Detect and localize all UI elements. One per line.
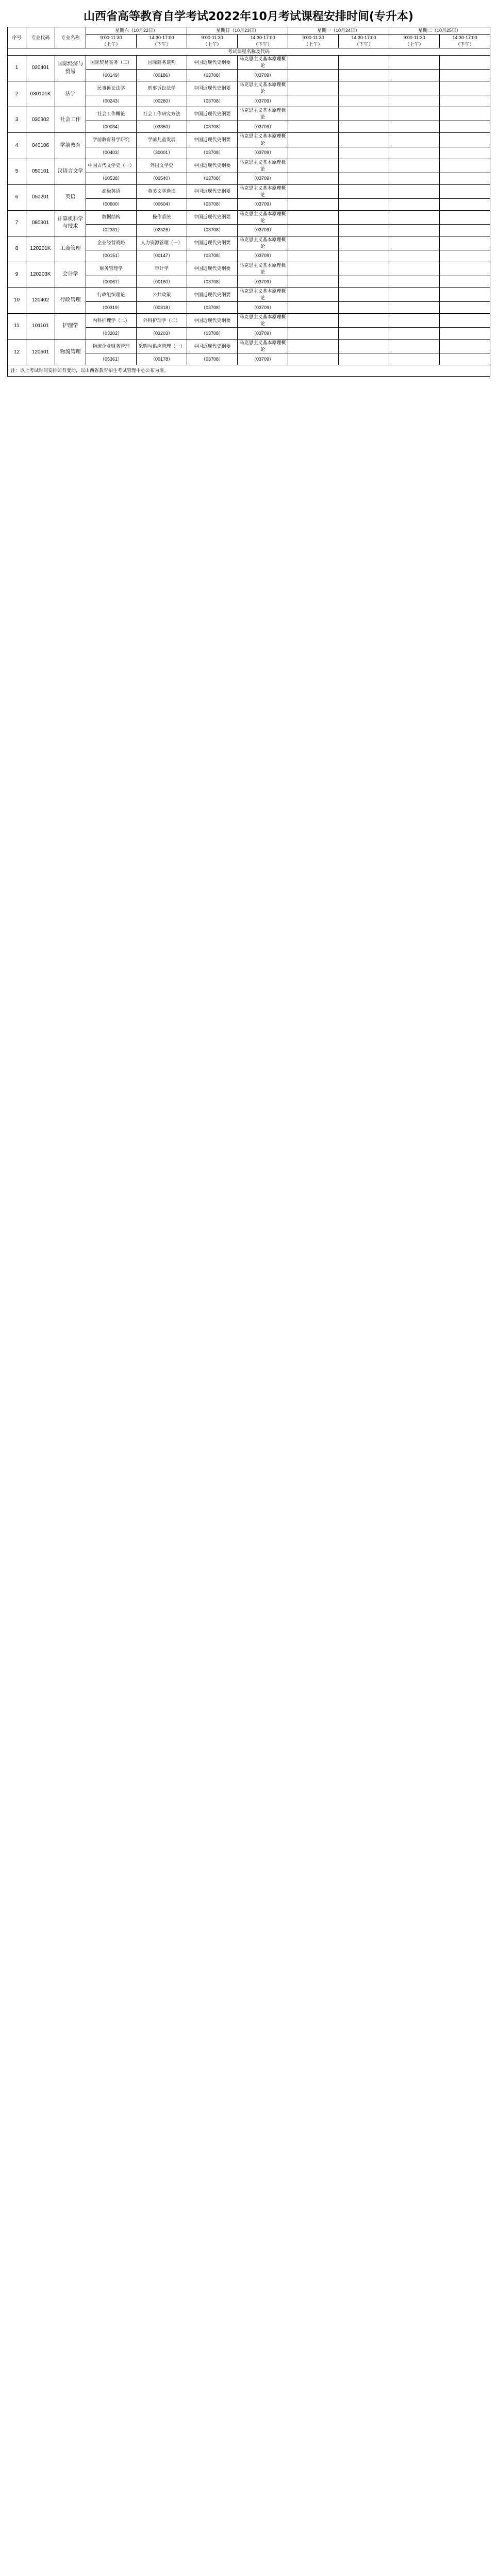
course-cell: （30001） (137, 147, 187, 159)
course-cell (389, 198, 440, 210)
course-cell (389, 236, 440, 250)
course-cell (389, 340, 440, 353)
course-cell: 马克思主义基本原理概论 (238, 81, 288, 95)
major-code: 080901 (26, 210, 55, 236)
course-cell: 中国近现代史纲要 (187, 288, 238, 302)
course-cell: 公共政策 (137, 288, 187, 302)
course-cell: （03709） (238, 121, 288, 133)
course-cell: （00067） (86, 276, 137, 288)
course-cell (339, 184, 389, 198)
course-cell: （02331） (86, 224, 137, 236)
course-cell (389, 314, 440, 328)
course-cell: 企业经营战略 (86, 236, 137, 250)
major-number: 8 (8, 236, 26, 262)
course-cell (389, 70, 440, 81)
course-cell (389, 81, 440, 95)
course-cell (339, 340, 389, 353)
slot-time: 14:30-17:00 (250, 35, 275, 41)
header-no: 序号 (8, 27, 26, 48)
header-slot (187, 35, 238, 48)
course-cell (288, 107, 339, 121)
header-name: 专业名称 (55, 27, 86, 48)
course-cell: 人力资源管理（一） (137, 236, 187, 250)
major-number: 9 (8, 262, 26, 287)
course-cell (339, 133, 389, 147)
course-cell (440, 250, 490, 262)
header-slot (288, 35, 339, 48)
course-cell (288, 70, 339, 81)
course-cell: 物流企业财务管理 (86, 340, 137, 353)
course-cell: （00243） (86, 95, 137, 107)
course-cell: （03708） (187, 250, 238, 262)
course-cell: 马克思主义基本原理概论 (238, 236, 288, 250)
page-title: 山西省高等教育自学考试2022年10月考试课程安排时间(专升本) (84, 10, 413, 23)
course-cell: （00600） (86, 198, 137, 210)
header-slot (339, 35, 389, 48)
course-cell (339, 210, 389, 224)
major-name: 会计学 (55, 262, 86, 287)
course-cell (440, 147, 490, 159)
course-cell (339, 262, 389, 276)
course-cell: （03709） (238, 353, 288, 365)
course-cell: 马克思主义基本原理概论 (238, 340, 288, 353)
course-cell: 马克思主义基本原理概论 (238, 210, 288, 224)
course-cell (339, 56, 389, 70)
course-cell: 英美文学选读 (137, 184, 187, 198)
slot-period: （上午） (304, 42, 323, 47)
course-cell (440, 56, 490, 70)
course-cell: 马克思主义基本原理概论 (238, 288, 288, 302)
course-cell (389, 184, 440, 198)
course-cell: 中国近现代史纲要 (187, 314, 238, 328)
course-cell (389, 276, 440, 288)
header-slot (440, 35, 490, 48)
course-cell (440, 302, 490, 314)
course-cell (389, 173, 440, 184)
major-name: 社会工作 (55, 107, 86, 133)
course-cell (440, 340, 490, 353)
course-cell: （00318） (137, 302, 187, 314)
course-cell (389, 147, 440, 159)
course-cell: （00160） (137, 276, 187, 288)
course-cell: 中国近现代史纲要 (187, 184, 238, 198)
course-cell: 中国近现代史纲要 (187, 340, 238, 353)
course-cell: 行政组织理论 (86, 288, 137, 302)
course-cell: （03708） (187, 224, 238, 236)
course-cell: （00540） (137, 173, 187, 184)
major-number: 10 (8, 288, 26, 314)
course-cell: 国际商务谈判 (137, 56, 187, 70)
course-cell (339, 198, 389, 210)
course-cell (440, 288, 490, 302)
course-cell: （03708） (187, 198, 238, 210)
course-cell (288, 236, 339, 250)
course-cell (288, 95, 339, 107)
course-cell: （03708） (187, 302, 238, 314)
schedule-table (7, 27, 490, 377)
course-cell: （05361） (86, 353, 137, 365)
course-cell: （03708） (187, 147, 238, 159)
course-cell: 马克思主义基本原理概论 (238, 314, 288, 328)
course-cell: （03709） (238, 173, 288, 184)
course-cell: 数据结构 (86, 210, 137, 224)
course-cell (288, 121, 339, 133)
course-cell: 刑事诉讼法学 (137, 81, 187, 95)
course-cell (288, 250, 339, 262)
slot-period: （下午） (354, 42, 373, 47)
course-cell: （03708） (187, 328, 238, 340)
course-cell (339, 107, 389, 121)
course-cell: 中国近现代史纲要 (187, 56, 238, 70)
course-cell: 马克思主义基本原理概论 (238, 56, 288, 70)
footnote: 注：以上考试时间安排如有变动，以山西省教育招生考试管理中心公布为准。 (8, 365, 490, 377)
course-cell (288, 198, 339, 210)
table-row (8, 184, 490, 198)
course-cell: 外国文学史 (137, 159, 187, 173)
course-cell: （03708） (187, 70, 238, 81)
table-row (8, 56, 490, 70)
course-cell (288, 159, 339, 173)
table-row (8, 107, 490, 121)
major-code: 120203K (26, 262, 55, 287)
course-cell: （03709） (238, 276, 288, 288)
course-cell (440, 353, 490, 365)
course-cell: 民事诉讼法学 (86, 81, 137, 95)
course-cell: （03709） (238, 302, 288, 314)
course-cell (339, 81, 389, 95)
course-cell (389, 107, 440, 121)
major-code: 101101 (26, 314, 55, 340)
major-number: 12 (8, 340, 26, 365)
course-cell (339, 95, 389, 107)
course-cell (440, 276, 490, 288)
course-cell: （03708） (187, 276, 238, 288)
major-code: 020401 (26, 56, 55, 81)
course-cell (440, 314, 490, 328)
course-cell: 审计学 (137, 262, 187, 276)
course-cell (288, 314, 339, 328)
major-name: 计算机科学与技术 (55, 210, 86, 236)
table-row (8, 314, 490, 328)
course-cell (339, 250, 389, 262)
major-number: 2 (8, 81, 26, 107)
course-cell (339, 288, 389, 302)
course-cell (288, 184, 339, 198)
course-cell: 中国近现代史纲要 (187, 236, 238, 250)
course-cell (440, 198, 490, 210)
slot-period: （下午） (253, 42, 272, 47)
course-cell (339, 173, 389, 184)
course-cell (440, 262, 490, 276)
course-cell: （00260） (137, 95, 187, 107)
course-cell: 中国近现代史纲要 (187, 159, 238, 173)
major-code: 050101 (26, 159, 55, 184)
course-cell: （03709） (238, 70, 288, 81)
major-number: 3 (8, 107, 26, 133)
course-cell: 中国近现代史纲要 (187, 262, 238, 276)
course-cell (440, 121, 490, 133)
slot-time: 9:00-11:30 (403, 35, 425, 41)
course-cell: 马克思主义基本原理概论 (238, 184, 288, 198)
course-cell (288, 340, 339, 353)
course-cell: （00147） (137, 250, 187, 262)
slot-time: 9:00-11:30 (201, 35, 223, 41)
major-name: 学前教育 (55, 133, 86, 159)
course-cell: （00186） (137, 70, 187, 81)
major-number: 4 (8, 133, 26, 159)
course-cell (288, 133, 339, 147)
course-cell (440, 328, 490, 340)
course-cell (339, 70, 389, 81)
course-cell (440, 210, 490, 224)
major-number: 1 (8, 56, 26, 81)
course-cell (440, 133, 490, 147)
course-cell: 财务管理学 (86, 262, 137, 276)
table-header (8, 27, 490, 56)
table-row (8, 210, 490, 224)
course-cell: （03709） (238, 95, 288, 107)
course-cell: 中国近现代史纲要 (187, 133, 238, 147)
course-cell: （03709） (238, 328, 288, 340)
course-cell (440, 95, 490, 107)
course-cell (389, 328, 440, 340)
course-cell (440, 236, 490, 250)
course-cell (389, 210, 440, 224)
course-cell: （03708） (187, 121, 238, 133)
course-cell: （03708） (187, 173, 238, 184)
course-cell: 社会工作概论 (86, 107, 137, 121)
course-cell: 学前儿童发展 (137, 133, 187, 147)
course-cell (288, 328, 339, 340)
major-number: 7 (8, 210, 26, 236)
course-cell: 采购与供应管理（一） (137, 340, 187, 353)
major-number: 11 (8, 314, 26, 340)
course-cell: （03203） (137, 328, 187, 340)
course-cell (339, 147, 389, 159)
slot-time: 9:00-11:30 (100, 35, 122, 41)
major-number: 5 (8, 159, 26, 184)
major-code: 120201K (26, 236, 55, 262)
table-row (8, 133, 490, 147)
header-subtitle: 考试课程名称及代码 (8, 48, 490, 56)
course-cell (440, 81, 490, 95)
course-cell (288, 288, 339, 302)
table-row (8, 81, 490, 95)
course-cell: （03708） (187, 95, 238, 107)
course-cell (288, 81, 339, 95)
slot-time: 14:30-17:00 (351, 35, 376, 41)
header-day: 星期一（10月24日） (288, 27, 389, 35)
course-cell: 中国近现代史纲要 (187, 107, 238, 121)
table-row (8, 236, 490, 250)
course-cell: （03202） (86, 328, 137, 340)
header-day: 星期六（10月22日） (86, 27, 187, 35)
major-code: 030101K (26, 81, 55, 107)
course-cell: （03709） (238, 224, 288, 236)
course-cell (288, 353, 339, 365)
major-name: 行政管理 (55, 288, 86, 314)
course-cell: 高级英语 (86, 184, 137, 198)
major-name: 国际经济与贸易 (55, 56, 86, 81)
course-cell: （00178） (137, 353, 187, 365)
course-cell: （00034） (86, 121, 137, 133)
course-cell (339, 236, 389, 250)
course-cell: （00604） (137, 198, 187, 210)
slot-time: 9:00-11:30 (302, 35, 324, 41)
course-cell: 内科护理学（二） (86, 314, 137, 328)
course-cell (389, 56, 440, 70)
course-cell (288, 302, 339, 314)
course-cell: 社会工作研究方法 (137, 107, 187, 121)
course-cell: （00538） (86, 173, 137, 184)
course-cell: 国际贸易实务（三） (86, 56, 137, 70)
course-cell: 马克思主义基本原理概论 (238, 107, 288, 121)
header-slot (238, 35, 288, 48)
course-cell (339, 159, 389, 173)
course-cell (339, 224, 389, 236)
major-number: 6 (8, 184, 26, 210)
course-cell: 操作系统 (137, 210, 187, 224)
course-cell: （03709） (238, 198, 288, 210)
course-cell (339, 328, 389, 340)
course-cell: （00403） (86, 147, 137, 159)
course-cell: 学前教育科学研究 (86, 133, 137, 147)
course-cell (288, 56, 339, 70)
course-cell (339, 314, 389, 328)
course-cell: 马克思主义基本原理概论 (238, 133, 288, 147)
course-cell (339, 302, 389, 314)
course-cell: （00319） (86, 302, 137, 314)
table-row (8, 262, 490, 276)
course-cell (339, 121, 389, 133)
major-code: 040106 (26, 133, 55, 159)
slot-time: 14:30-17:00 (452, 35, 477, 41)
course-cell (440, 107, 490, 121)
header-day: 星期二（10月25日） (389, 27, 490, 35)
major-name: 工商管理 (55, 236, 86, 262)
table-row (8, 159, 490, 173)
course-cell (339, 276, 389, 288)
header-slot (389, 35, 440, 48)
course-cell: （00149） (86, 70, 137, 81)
course-cell (389, 250, 440, 262)
course-cell: 中国近现代史纲要 (187, 210, 238, 224)
slot-period: （下午） (455, 42, 474, 47)
table-row (8, 288, 490, 302)
course-cell: 外科护理学（二） (137, 314, 187, 328)
course-cell (389, 121, 440, 133)
course-cell (440, 184, 490, 198)
course-cell (288, 276, 339, 288)
course-cell (288, 224, 339, 236)
course-cell (440, 70, 490, 81)
major-name: 物流管理 (55, 340, 86, 365)
major-code: 050201 (26, 184, 55, 210)
course-cell: （03709） (238, 147, 288, 159)
course-cell (389, 95, 440, 107)
slot-period: （上午） (102, 42, 121, 47)
course-cell (288, 147, 339, 159)
course-cell: （03350） (137, 121, 187, 133)
course-cell: 马克思主义基本原理概论 (238, 159, 288, 173)
major-name: 护理学 (55, 314, 86, 340)
course-cell (389, 353, 440, 365)
course-cell (389, 288, 440, 302)
course-cell: 中国近现代史纲要 (187, 81, 238, 95)
header-slot (86, 35, 137, 48)
course-cell (440, 173, 490, 184)
table-row (8, 340, 490, 353)
major-code: 120402 (26, 288, 55, 314)
course-cell: （00151） (86, 250, 137, 262)
course-cell: （02326） (137, 224, 187, 236)
slot-period: （上午） (203, 42, 222, 47)
course-cell (440, 159, 490, 173)
major-name: 汉语言文学 (55, 159, 86, 184)
course-cell: 马克思主义基本原理概论 (238, 262, 288, 276)
course-cell (288, 210, 339, 224)
course-cell (389, 224, 440, 236)
major-name: 英语 (55, 184, 86, 210)
header-slot (137, 35, 187, 48)
major-code: 120601 (26, 340, 55, 365)
course-cell (389, 159, 440, 173)
course-cell (389, 302, 440, 314)
slot-time: 14:30-17:00 (149, 35, 174, 41)
slot-period: （下午） (152, 42, 171, 47)
course-cell (389, 262, 440, 276)
course-cell: （03708） (187, 353, 238, 365)
header-code: 专业代码 (26, 27, 55, 48)
table-body (8, 56, 490, 365)
major-name: 法学 (55, 81, 86, 107)
major-code: 030302 (26, 107, 55, 133)
course-cell (288, 173, 339, 184)
course-cell: （03709） (238, 250, 288, 262)
course-cell: 中国古代文学史（一） (86, 159, 137, 173)
slot-period: （上午） (405, 42, 424, 47)
course-cell (440, 224, 490, 236)
course-cell (339, 353, 389, 365)
course-cell (389, 133, 440, 147)
course-cell (288, 262, 339, 276)
header-day: 星期日（10月23日） (187, 27, 288, 35)
